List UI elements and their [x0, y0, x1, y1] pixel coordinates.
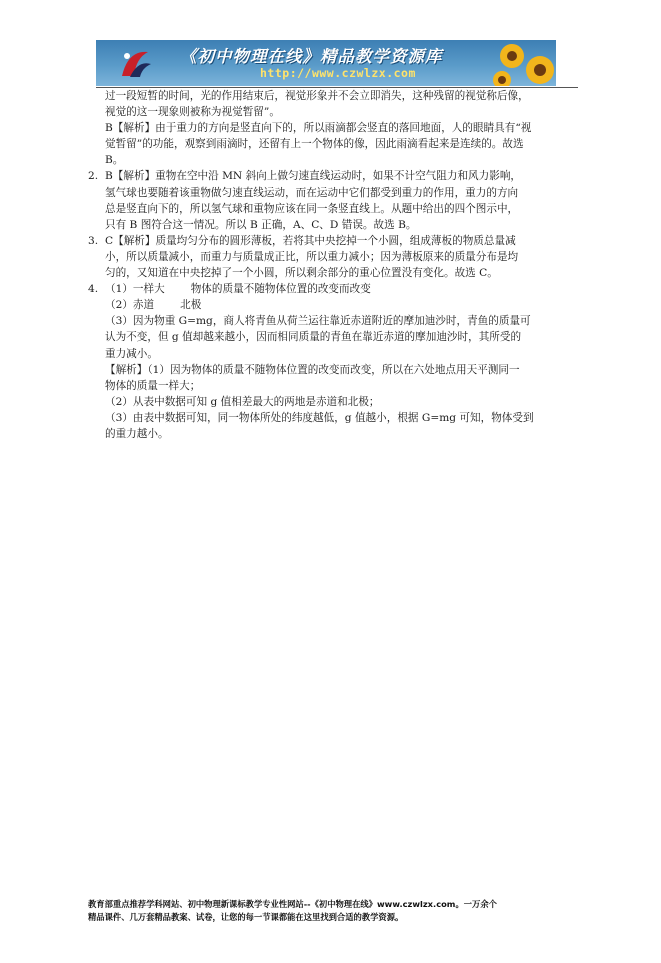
- answer-line: 北极: [180, 299, 202, 312]
- question-number: 2.: [88, 170, 99, 183]
- answer-content: [88, 88, 570, 442]
- question-number: 4.: [88, 283, 99, 296]
- answer-line: 总是竖直向下的，所以氢气球和重物应该在同一条竖直线上。从题中给出的四个图示中，: [105, 202, 519, 215]
- site-title: 《初中物理在线》精品教学资源库: [180, 47, 443, 66]
- answer-1: [88, 120, 570, 168]
- answer-line: （3）因为物重 G=mg，商人将青鱼从荷兰运往靠近赤道附近的摩加迪沙时，青鱼的质量可: [105, 315, 531, 328]
- intro-text: [88, 88, 570, 120]
- answer-2: [88, 168, 570, 232]
- answer-line: 觉暂留”的功能，观察到雨滴时，还留有上一个物体的像，因此雨滴看起来是连续的。故选: [105, 138, 524, 151]
- answer-line: 物体的质量不随物体位置的改变而改变: [190, 283, 371, 296]
- question-number: 3.: [88, 234, 99, 247]
- answer-line: B【解析】由于重力的方向是竖直向下的，所以雨滴都会竖直的落回地面，人的眼睛具有“视: [105, 122, 532, 135]
- header-banner: [96, 40, 556, 86]
- answer-line: 小，所以质量减小，而重力与质量成正比，所以重力减小；因为薄板原来的质量分布是均: [105, 250, 519, 263]
- answer-3: [88, 233, 570, 281]
- explanation-line: 物体的质量一样大；: [105, 379, 201, 392]
- answer-line: （2）赤道: [105, 299, 155, 312]
- answer-line: 只有 B 图符合这一情况。所以 B 正确，A、C、D 错误。故选 B。: [105, 218, 417, 231]
- explanation-line: （3）由表中数据可知，同一物体所处的纬度越低，g 值越小，根据 G=mg 可知，物体受到: [105, 411, 534, 424]
- intro-line: 视觉的这一现象则被称为视觉暂留”。: [105, 106, 280, 119]
- footer-line: 精品课件、几万套精品教案、试卷，让您的每一节课都能在这里找到合适的教学资源。: [88, 912, 404, 922]
- explanation-line: （2）从表中数据可知 g 值相差最大的两地是赤道和北极；: [105, 395, 380, 408]
- answer-line: B。: [105, 154, 124, 167]
- answer-line: （1）一样大: [105, 283, 165, 296]
- answer-line: 认为不变，但 g 值却越来越小，因而相同质量的青鱼在靠近赤道的摩加迪沙时，其所受的: [105, 331, 522, 344]
- answer-line: C【解析】质量均匀分布的圆形薄板，若将其中央挖掉一个小圆，组成薄板的物质总量减: [105, 234, 516, 247]
- answer-line: 氢气球也要随着该重物做匀速直线运动，而在运动中它们都受到重力的作用，重力的方向: [105, 186, 519, 199]
- site-logo-icon: [118, 46, 154, 80]
- sunflower-decoration-icon: [490, 40, 556, 86]
- footer-line: 教育部重点推荐学科网站、初中物理新课标教学专业性网站--《初中物理在线》www.czwlzx.com。一万余个: [88, 899, 497, 909]
- explanation-line: 【解析】（1）因为物体的质量不随物体位置的改变而改变，所以在六处地点用天平测同一: [105, 363, 520, 376]
- answer-line: 匀的，又知道在中央挖掉了一个小圆，所以剩余部分的重心位置没有变化。故选 C。: [105, 267, 498, 280]
- page-footer: [88, 898, 578, 924]
- answer-line: 重力减小。: [105, 347, 158, 360]
- answer-4: [88, 281, 570, 442]
- answer-line: B【解析】重物在空中沿 MN 斜向上做匀速直线运动时，如果不计空气阻力和风力影响，: [105, 170, 522, 183]
- site-url[interactable]: http://www.czwlzx.com: [260, 66, 416, 80]
- intro-line: 过一段短暂的时间，光的作用结束后，视觉形象并不会立即消失，这种残留的视觉称后像，: [105, 90, 529, 102]
- explanation-line: 的重力越小。: [105, 427, 169, 440]
